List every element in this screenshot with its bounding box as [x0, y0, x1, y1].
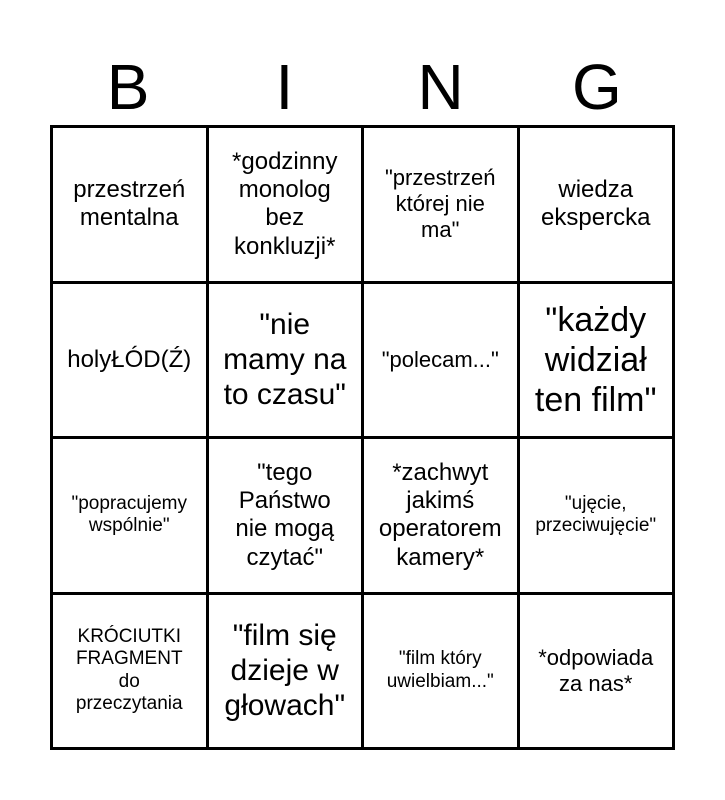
bingo-cell[interactable]: [53, 595, 206, 748]
bingo-cell[interactable]: [364, 284, 517, 437]
bingo-cell-text: "przestrzeń której nie ma": [384, 165, 496, 243]
bingo-cell[interactable]: [209, 595, 362, 748]
bingo-cell-text: wiedza ekspercka: [541, 175, 651, 232]
bingo-cell-text: "nie mamy na to czasu": [223, 307, 347, 412]
bingo-cell[interactable]: [520, 439, 673, 592]
bingo-cell-text: "ujęcie, przeciwujęcie": [535, 492, 657, 537]
bingo-cell[interactable]: [364, 439, 517, 592]
bingo-cell[interactable]: [209, 128, 362, 281]
header-letter-g: G: [571, 51, 622, 123]
bingo-cell-text: "tego Państwo nie mogą czytać": [235, 458, 335, 571]
bingo-cell-text: "każdy widział ten film": [534, 300, 657, 419]
bingo-board: [50, 125, 675, 750]
bingo-cell-text: przestrzeń mentalna: [73, 175, 186, 232]
bingo-cell[interactable]: [520, 128, 673, 281]
bingo-cell-text: "popracujemy wspólnie": [71, 492, 188, 537]
bingo-cell[interactable]: [364, 595, 517, 748]
header-letter-i: I: [275, 51, 294, 123]
bingo-cell[interactable]: [53, 284, 206, 437]
bingo-cell-text: *godzinny monolog bez konkluzji*: [232, 147, 338, 260]
bingo-cell-text: "film się dzieje w głowach": [224, 618, 346, 723]
bingo-cell-text: *zachwyt jakimś operatorem kamery*: [378, 458, 502, 571]
bingo-cell-text: KRÓCIUTKI FRAGMENT do przeczytania: [75, 625, 183, 715]
bingo-cell-text: *odpowiada za nas*: [538, 644, 654, 696]
bingo-cell[interactable]: [364, 128, 517, 281]
bingo-cell[interactable]: [53, 128, 206, 281]
bingo-cell[interactable]: [520, 595, 673, 748]
header-letter-b: B: [106, 51, 150, 123]
bingo-cell[interactable]: [209, 284, 362, 437]
bingo-cell-text: "film który uwielbiam...": [386, 648, 494, 692]
bingo-cell[interactable]: [520, 284, 673, 437]
bingo-cell-text: "polecam...": [381, 346, 499, 372]
bingo-header: [50, 52, 675, 122]
bingo-cell-text: holyŁÓD(Ź): [67, 345, 192, 373]
bingo-cell[interactable]: [53, 439, 206, 592]
bingo-cell[interactable]: [209, 439, 362, 592]
header-letter-n: N: [417, 51, 464, 123]
